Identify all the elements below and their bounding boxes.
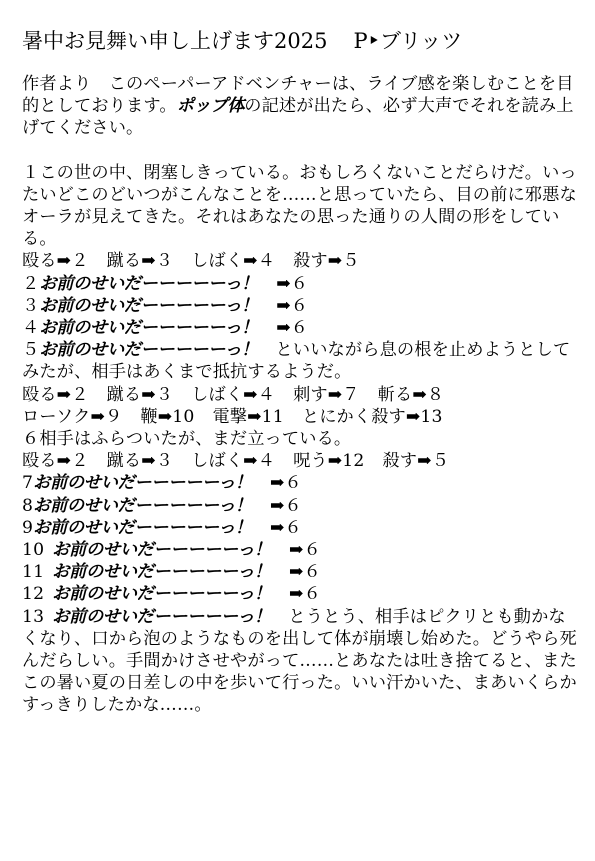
shout-text: お前のせいだーーーーーっ！ <box>33 473 252 494</box>
choice: 殺す➡５ <box>293 251 360 272</box>
paragraph-1: １この世の中、閉塞しきっている。おもしろくないことだらけだ。いったいどこのどいつがこんなことを……と思っていたら、目の前に邪悪なオーラが見えてきた。それはあなたの思った通りの人間の形をしている。 <box>22 162 577 250</box>
section-link: ➡６ <box>289 540 321 561</box>
section-number: ３ <box>22 295 40 316</box>
shout-text: お前のせいだーーーーーっ！ <box>52 584 272 605</box>
shout-text: お前のせいだーーーーーっ！ <box>39 340 259 361</box>
shout-text: お前のせいだーーーーーっ！ <box>39 318 259 339</box>
shout-text: お前のせいだーーーーーっ！ <box>33 495 252 516</box>
page-title <box>22 27 582 55</box>
choice: 蹴る➡３ <box>106 384 174 405</box>
section-5 <box>22 339 582 383</box>
section-link: ➡６ <box>269 473 302 494</box>
choice: 殺す➡５ <box>382 451 450 472</box>
title-main: 暑中お見舞い申し上げます2025 <box>22 29 328 53</box>
intro-text-before: 作者より このペーパーアドベンチャーは、ライブ感を楽しむことを目的としております。 <box>22 74 574 117</box>
section-link: ➡６ <box>269 517 302 538</box>
choice: しばく➡４ <box>191 251 276 272</box>
section-2 <box>22 273 582 295</box>
section-number: 7 <box>22 473 34 494</box>
story-body <box>22 73 582 717</box>
section-link: ➡６ <box>269 495 302 516</box>
shout-text: お前のせいだーーーーーっ！ <box>39 295 259 316</box>
choices-5a <box>22 384 582 406</box>
intro-pop-word: ポップ体 <box>176 96 245 117</box>
section-link: ➡６ <box>276 295 309 316</box>
section-number: 8 <box>22 495 34 516</box>
section-12 <box>22 583 582 605</box>
shout-text: お前のせいだーーーーーっ！ <box>39 273 259 294</box>
section-link: ➡６ <box>276 318 309 339</box>
section-4 <box>22 317 582 339</box>
shout-text: お前のせいだーーーーーっ！ <box>52 562 272 583</box>
choice: 刺す➡７ <box>293 384 360 405</box>
choice: ローソク➡９ <box>22 406 123 427</box>
section-11 <box>22 561 582 583</box>
section-number: 12 <box>22 584 45 605</box>
section-link: ➡６ <box>276 273 309 294</box>
section-number: ５ <box>22 340 40 361</box>
shout-text: お前のせいだーーーーーっ！ <box>33 517 252 538</box>
choice: 呪う➡12 <box>293 451 365 472</box>
choices-1 <box>22 250 582 272</box>
choice: 電撃➡11 <box>212 406 284 427</box>
section-text: とうとう、相手はピクリとも動かなくなり、口から泡のようなものを出して体が崩壊し始めた。どうやら死んだらしい。手間かけさせやがって……とあなたは吐き捨てると、またこの暑い夏の日差しの中を歩いて行った。いい汗かいた、まあいくらかすっきりしたかな……。 <box>22 606 577 716</box>
choice: 殴る➡２ <box>22 251 89 272</box>
choices-5b <box>22 406 582 428</box>
choice: とにかく殺す➡13 <box>301 406 443 427</box>
section-7 <box>22 472 582 494</box>
section-link: ➡６ <box>289 562 321 583</box>
section-number: 13 <box>22 606 45 627</box>
section-10 <box>22 539 582 561</box>
intro-text-after: の記述が出たら、必ず大声でそれを読み上げてください。 <box>22 96 574 139</box>
choice: 殴る➡２ <box>22 384 89 405</box>
choices-6 <box>22 450 582 472</box>
section-number: 9 <box>22 517 34 538</box>
choice: 蹴る➡３ <box>106 451 174 472</box>
paragraph-6: ６相手はふらついたが、まだ立っている。 <box>22 429 352 450</box>
section-13 <box>22 606 582 717</box>
section-number: ４ <box>22 318 40 339</box>
section-8 <box>22 495 582 517</box>
intro-paragraph <box>22 73 582 140</box>
section-text: といいながら息の根を止めようとしてみたが、相手はあくまで抵抗するようだ。 <box>22 340 571 383</box>
section-3 <box>22 295 582 317</box>
section-number: 10 <box>22 540 45 561</box>
choice: 斬る➡８ <box>377 384 445 405</box>
choice: 鞭➡10 <box>140 406 195 427</box>
section-9 <box>22 517 582 539</box>
section-number: 11 <box>22 562 45 583</box>
shout-text: お前のせいだーーーーーっ！ <box>52 540 272 561</box>
title-author: P‣ブリッツ <box>353 29 463 53</box>
choice: 蹴る➡３ <box>106 251 174 272</box>
choice: しばく➡４ <box>191 451 276 472</box>
section-link: ➡６ <box>289 584 321 605</box>
shout-text: お前のせいだーーーーーっ！ <box>52 606 272 627</box>
choice: 殴る➡２ <box>22 451 89 472</box>
section-number: ２ <box>22 273 40 294</box>
choice: しばく➡４ <box>191 384 276 405</box>
paragraph-spacer <box>22 140 582 162</box>
